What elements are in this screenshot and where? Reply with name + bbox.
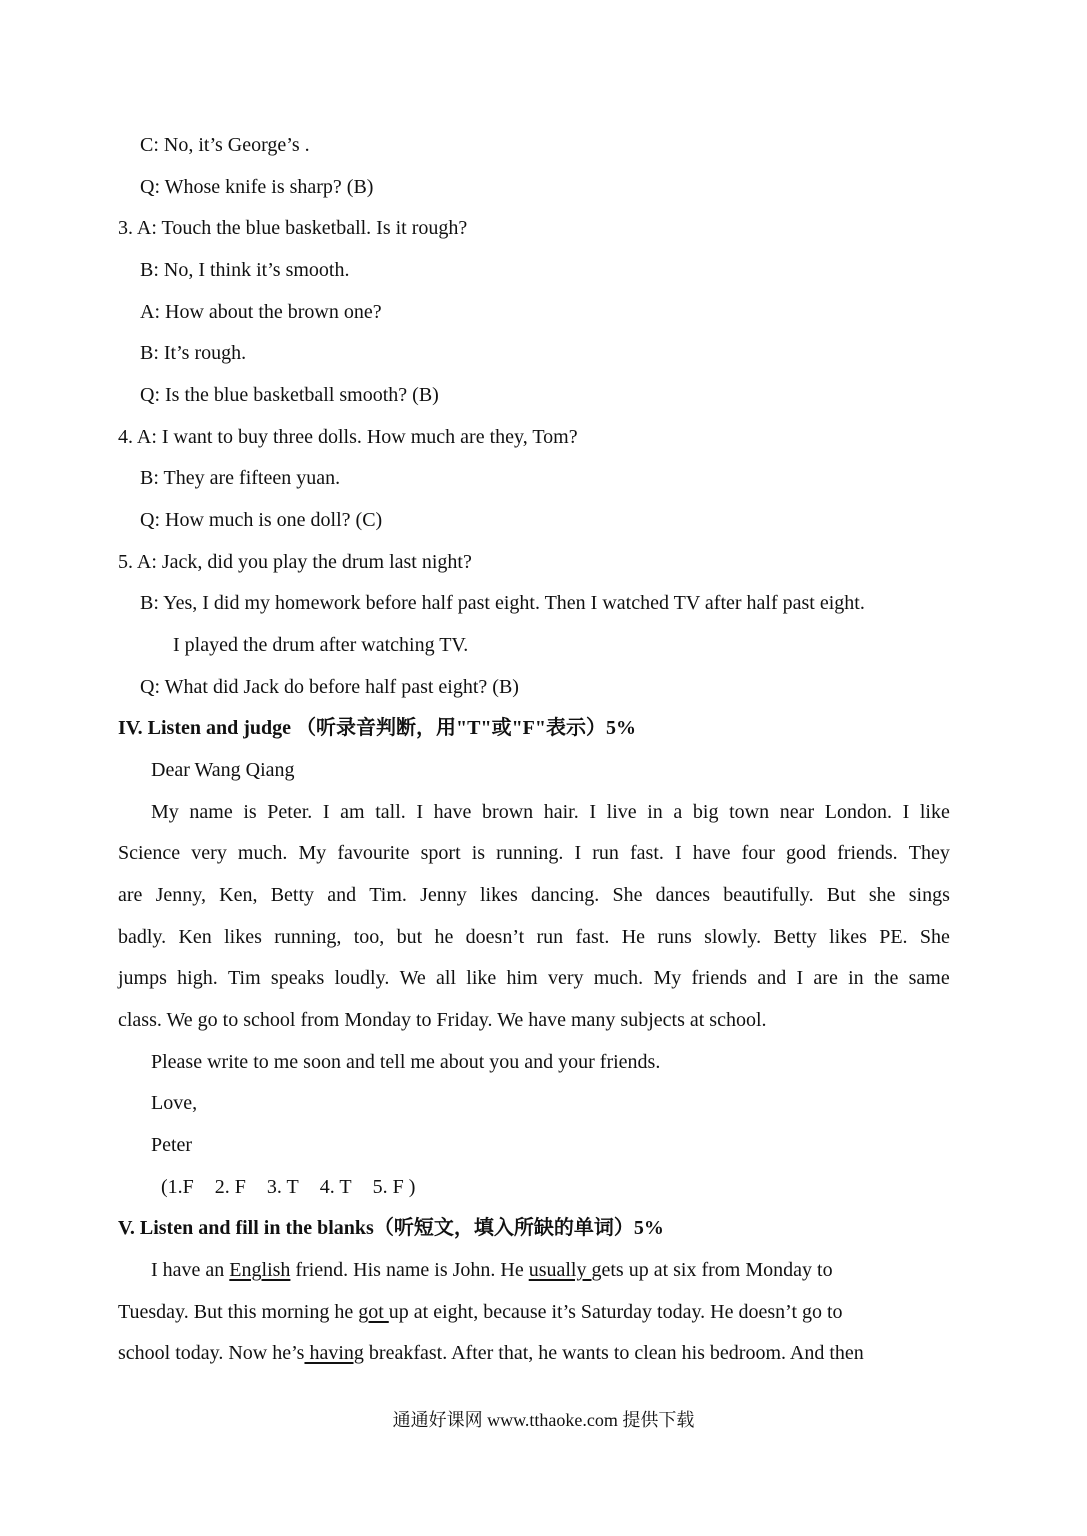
paragraph-word: Jenny, bbox=[155, 884, 206, 906]
dialogue-line: B: Yes, I did my homework before half past eight. Then I watched TV after half past eight. bbox=[140, 592, 865, 614]
paragraph-word: she bbox=[868, 884, 896, 906]
letter-paragraph-line bbox=[151, 800, 950, 824]
paragraph-word: run bbox=[592, 842, 619, 864]
paragraph-word: likes bbox=[224, 926, 262, 948]
paragraph-word: fast. bbox=[575, 926, 610, 948]
paragraph-word: all bbox=[436, 967, 457, 989]
paragraph-word: and bbox=[327, 884, 357, 906]
fill-blank-line-1: I have an English friend. His name is John. He usually gets up at six from Monday to bbox=[151, 1259, 833, 1281]
paragraph-word: beautifully. bbox=[723, 884, 814, 906]
letter-signature: Peter bbox=[151, 1134, 193, 1156]
paragraph-word: in bbox=[848, 967, 864, 989]
letter-paragraph-line: class. We go to school from Monday to Friday. We have many subjects at school. bbox=[118, 1009, 767, 1031]
paragraph-word: Science bbox=[118, 842, 181, 864]
paragraph-word: sings bbox=[908, 884, 950, 906]
paragraph-word: dancing. bbox=[530, 884, 600, 906]
paragraph-word: high. bbox=[177, 967, 218, 989]
paragraph-word: I bbox=[674, 842, 682, 864]
paragraph-word: and bbox=[757, 967, 787, 989]
paragraph-word: I bbox=[416, 801, 424, 823]
paragraph-word: four bbox=[741, 842, 775, 864]
blank-answer: got bbox=[358, 1301, 389, 1323]
paragraph-word: Ken bbox=[178, 926, 212, 948]
paragraph-word: likes bbox=[829, 926, 867, 948]
paragraph-word: I bbox=[574, 842, 582, 864]
paragraph-word: hair. bbox=[543, 801, 579, 823]
answer-2: 2. F bbox=[214, 1176, 246, 1198]
paragraph-word: Tim bbox=[228, 967, 261, 989]
paragraph-word: Betty bbox=[270, 884, 315, 906]
paragraph-word: They bbox=[908, 842, 950, 864]
paragraph-word: favourite bbox=[337, 842, 410, 864]
blank-answer: English bbox=[229, 1259, 291, 1281]
paragraph-word: He bbox=[621, 926, 646, 948]
paragraph-word: like bbox=[919, 801, 950, 823]
paragraph-word: Jenny bbox=[420, 884, 467, 906]
paragraph-word: very bbox=[547, 967, 584, 989]
blank-answer: having bbox=[304, 1342, 364, 1364]
paragraph-word: have bbox=[433, 801, 472, 823]
dialogue-line: Q: Whose knife is sharp? (B) bbox=[140, 176, 374, 198]
paragraph-word: near bbox=[779, 801, 815, 823]
paragraph-word: loudly. bbox=[334, 967, 390, 989]
paragraph-word: are bbox=[118, 884, 143, 906]
paragraph-word: But bbox=[826, 884, 856, 906]
dialogue-line: Q: Is the blue basketball smooth? (B) bbox=[140, 384, 439, 406]
paragraph-word: London. bbox=[824, 801, 892, 823]
paragraph-word: friends. bbox=[837, 842, 898, 864]
dialogue-item-5: 5. A: Jack, did you play the drum last night? bbox=[118, 551, 472, 573]
paragraph-word: same bbox=[908, 967, 950, 989]
section-4-heading: IV. Listen and judge （听录音判断，用"T"或"F"表示）5% bbox=[118, 717, 636, 739]
paragraph-word: he bbox=[434, 926, 454, 948]
paragraph-word: I bbox=[902, 801, 910, 823]
letter-sign-off: Love, bbox=[151, 1092, 198, 1114]
letter-closing-request: Please write to me soon and tell me about you and your friends. bbox=[151, 1051, 661, 1073]
dialogue-line: B: It’s rough. bbox=[140, 342, 247, 364]
letter-paragraph-line bbox=[118, 883, 950, 907]
paragraph-word: running. bbox=[496, 842, 564, 864]
paragraph-word: My bbox=[653, 967, 682, 989]
paragraph-word: She bbox=[612, 884, 643, 906]
letter-paragraph-line bbox=[118, 966, 950, 990]
dialogue-line: I played the drum after watching TV. bbox=[173, 634, 469, 656]
dialogue-line: A: How about the brown one? bbox=[140, 301, 382, 323]
paragraph-word: the bbox=[873, 967, 899, 989]
paragraph-word: PE. bbox=[879, 926, 908, 948]
paragraph-word: big bbox=[692, 801, 719, 823]
blank-answer: usually bbox=[528, 1259, 592, 1281]
paragraph-word: too, bbox=[353, 926, 385, 948]
fill-blank-line-3: school today. Now he’s having breakfast. After that, he wants to clean his bedroom. And then bbox=[118, 1342, 864, 1364]
dialogue-line: Q: What did Jack do before half past eight? (B) bbox=[140, 676, 519, 698]
paragraph-word: am bbox=[340, 801, 365, 823]
paragraph-word: running, bbox=[274, 926, 342, 948]
paragraph-word: is bbox=[471, 842, 486, 864]
paragraph-word: slowly. bbox=[704, 926, 762, 948]
paragraph-word: likes bbox=[479, 884, 518, 906]
section-5-heading: V. Listen and fill in the blanks（听短文，填入所缺的单词）5% bbox=[118, 1217, 664, 1239]
dialogue-line: B: No, I think it’s smooth. bbox=[140, 259, 350, 281]
paragraph-word: I bbox=[322, 801, 330, 823]
paragraph-word: Ken, bbox=[219, 884, 258, 906]
paragraph-word: town bbox=[729, 801, 770, 823]
dialogue-item-4: 4. A: I want to buy three dolls. How much are they, Tom? bbox=[118, 426, 578, 448]
paragraph-word: speaks bbox=[270, 967, 325, 989]
paragraph-word: runs bbox=[657, 926, 692, 948]
paragraph-word: tall. bbox=[375, 801, 406, 823]
paragraph-word: friends bbox=[691, 967, 748, 989]
page-footer: 通通好课网 www.tthaoke.com 提供下载 bbox=[392, 1410, 695, 1430]
paragraph-word: Betty bbox=[773, 926, 817, 948]
dialogue-line: C: No, it’s George’s . bbox=[140, 134, 310, 156]
paragraph-word: in bbox=[647, 801, 663, 823]
dialogue-line: B: They are fifteen yuan. bbox=[140, 467, 341, 489]
answer-3: 3. T bbox=[266, 1176, 299, 1198]
paragraph-word: much. bbox=[593, 967, 644, 989]
dialogue-line: Q: How much is one doll? (C) bbox=[140, 509, 383, 531]
letter-paragraph-line bbox=[118, 925, 950, 949]
paragraph-word: good bbox=[786, 842, 827, 864]
paragraph-word: very bbox=[191, 842, 227, 864]
letter-salutation: Dear Wang Qiang bbox=[151, 759, 295, 781]
answer-4: 4. T bbox=[319, 1176, 352, 1198]
paragraph-word: My bbox=[298, 842, 327, 864]
paragraph-word: We bbox=[399, 967, 426, 989]
section-4-answers bbox=[161, 1175, 431, 1199]
paragraph-word: brown bbox=[482, 801, 534, 823]
paragraph-word: run bbox=[536, 926, 564, 948]
paragraph-word: much. bbox=[237, 842, 288, 864]
paragraph-word: have bbox=[692, 842, 731, 864]
paragraph-word: are bbox=[813, 967, 838, 989]
paragraph-word: She bbox=[919, 926, 950, 948]
paragraph-word: like bbox=[466, 967, 497, 989]
paragraph-word: dances bbox=[655, 884, 711, 906]
paragraph-word: a bbox=[673, 801, 683, 823]
paragraph-word: name bbox=[189, 801, 233, 823]
paragraph-word: is bbox=[243, 801, 257, 823]
letter-paragraph-line bbox=[118, 841, 950, 865]
answer-5: 5. F ) bbox=[372, 1176, 416, 1198]
dialogue-item-3: 3. A: Touch the blue basketball. Is it rough? bbox=[118, 217, 468, 239]
answer-1: (1.F bbox=[161, 1176, 194, 1198]
paragraph-word: him bbox=[506, 967, 538, 989]
paragraph-word: jumps bbox=[118, 967, 167, 989]
paragraph-word: badly. bbox=[118, 926, 167, 948]
paragraph-word: I bbox=[589, 801, 597, 823]
paragraph-word: fast. bbox=[630, 842, 664, 864]
paragraph-word: My bbox=[151, 801, 179, 823]
paragraph-word: Peter. bbox=[267, 801, 313, 823]
paragraph-word: doesn’t bbox=[465, 926, 525, 948]
paragraph-word: live bbox=[606, 801, 637, 823]
paragraph-word: sport bbox=[420, 842, 461, 864]
fill-blank-line-2: Tuesday. But this morning he got up at eight, because it’s Saturday today. He doesn’t go to bbox=[118, 1301, 843, 1323]
paragraph-word: I bbox=[796, 967, 804, 989]
paragraph-word: Tim. bbox=[369, 884, 407, 906]
paragraph-word: but bbox=[396, 926, 423, 948]
